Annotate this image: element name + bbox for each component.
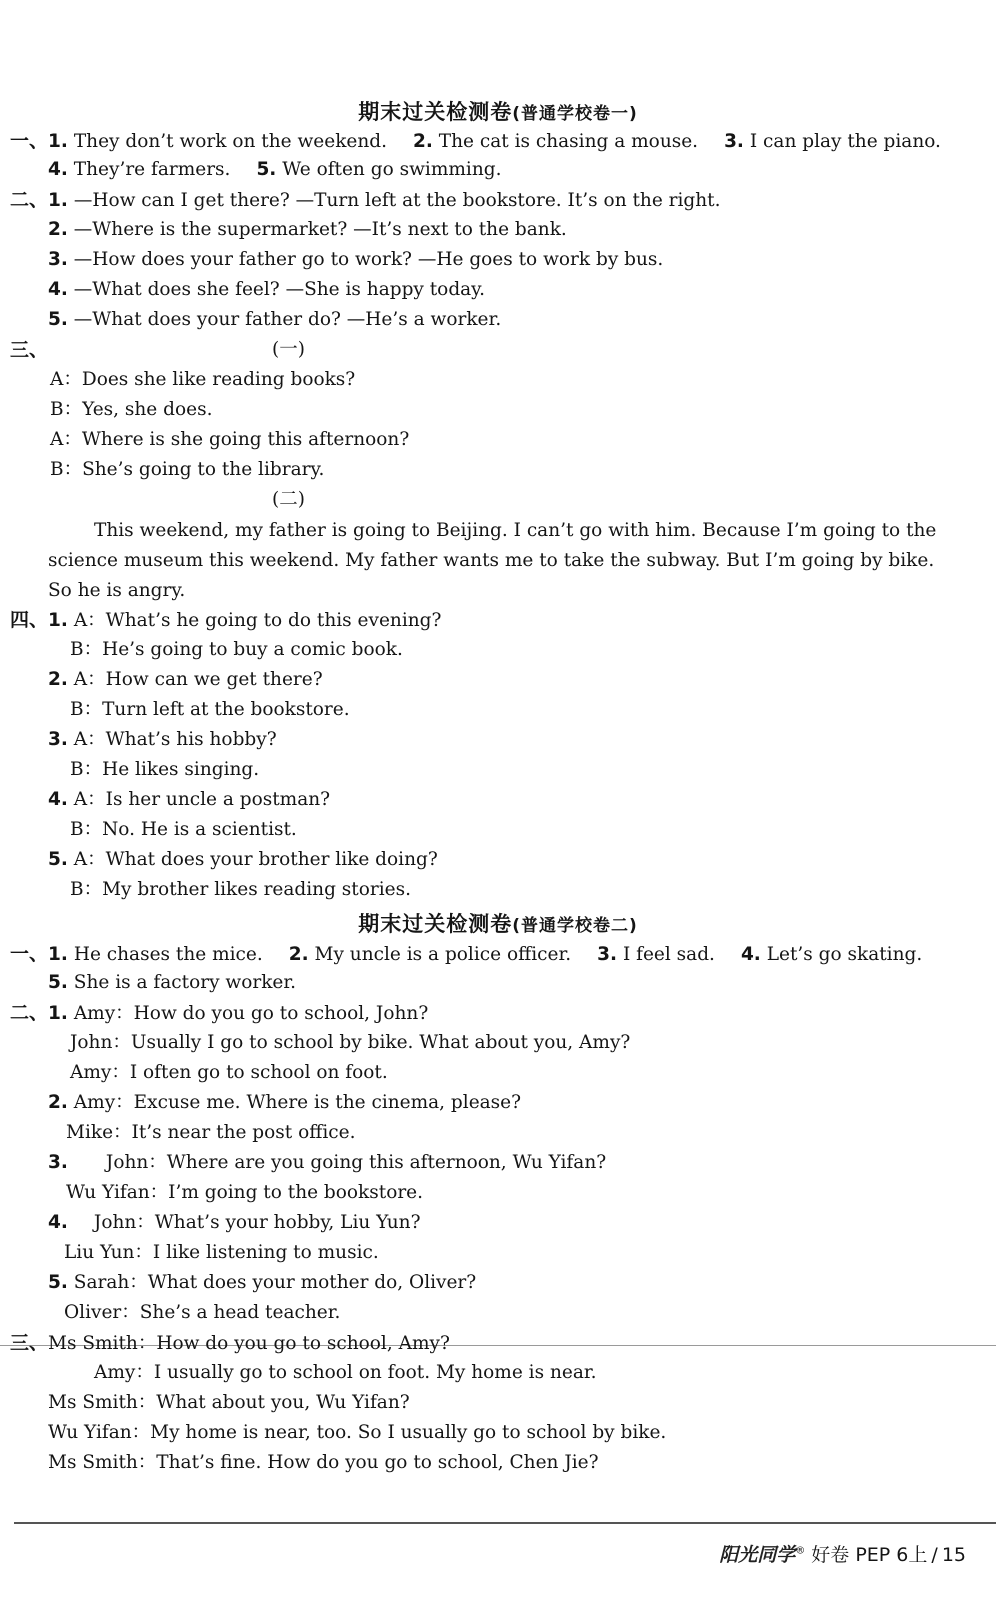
exam1-s2-item3: 3. —How does your father go to work? —He goes to work by bus.	[48, 249, 664, 270]
exam2-s3-d1: 三、Ms Smith：How do you go to school, Amy?	[10, 1332, 450, 1354]
exam2-s2-i3b: Wu Yifan：I’m going to the bookstore.	[66, 1182, 424, 1203]
exam2-s2-i3a: 3. John：Where are you going this afternoon, Wu Yifan?	[48, 1152, 607, 1173]
brand-logo: 阳光同学	[719, 1544, 796, 1566]
exam2-s2-i4b: Liu Yun：I like listening to music.	[64, 1242, 379, 1263]
book-name: 好卷	[811, 1544, 850, 1566]
exam1-s4-q2a: 2. A：How can we get there?	[48, 669, 323, 690]
exam2-s1-line1: 一、1. He chases the mice. 2. My uncle is a police officer. 3. I feel sad. 4. Let’s go skating.	[10, 943, 923, 965]
exam1-s3-passage-2: science museum this weekend. My father wants me to take the subway. But I’m going by bike.	[48, 550, 935, 571]
exam1-s3-passage-3: So he is angry.	[48, 580, 186, 601]
exam1-s3-dialogue-4: B：She’s going to the library.	[50, 459, 325, 480]
exam2-s3-d2: Amy：I usually go to school on foot. My home is near.	[94, 1362, 597, 1383]
exam1-s4-q3a: 3. A：What’s his hobby?	[48, 729, 277, 750]
exam1-s4-q5a: 5. A：What does your brother like doing?	[48, 849, 438, 870]
exam1-s2-item2: 2. —Where is the supermarket? —It’s next to the bank.	[48, 219, 567, 240]
exam1-s3-passage-1: This weekend, my father is going to Beijing. I can’t go with him. Because I’m going to the	[94, 520, 937, 541]
exam2-s2-i2a: 2. Amy：Excuse me. Where is the cinema, please?	[48, 1092, 522, 1113]
exam2-s3-d3: Ms Smith：What about you, Wu Yifan?	[48, 1392, 410, 1413]
exam1-s4-q4a: 4. A：Is her uncle a postman?	[48, 789, 331, 810]
exam2-s2-i5b: Oliver：She’s a head teacher.	[64, 1302, 341, 1323]
exam1-s3-dialogue-2: B：Yes, she does.	[50, 399, 213, 420]
exam2-s3-d4: Wu Yifan：My home is near, too. So I usually go to school by bike.	[48, 1422, 667, 1443]
exam1-s2-item1: 二、1. —How can I get there? —Turn left at the bookstore. It’s on the right.	[10, 189, 721, 211]
exam1-s3-label: 三、	[10, 339, 49, 361]
exam2-s1-line2: 5. She is a factory worker.	[48, 972, 297, 993]
exam1-s3-dialogue-3: A：Where is she going this afternoon?	[50, 429, 410, 450]
exam1-s3-part1: (一)	[272, 339, 305, 360]
exam1-s3-dialogue-1: A：Does she like reading books?	[50, 369, 356, 390]
exam1-s4-q5b: B：My brother likes reading stories.	[70, 879, 411, 900]
exam2-s2-i1c: Amy：I often go to school on foot.	[70, 1062, 388, 1083]
exam2-s2-i1b: John：Usually I go to school by bike. What about you, Amy?	[70, 1032, 631, 1053]
exam2-s2-i1a: 二、1. Amy：How do you go to school, John?	[10, 1002, 429, 1024]
exam1-s1-line1: 一、1. They don’t work on the weekend. 2. The cat is chasing a mouse. 3. I can play the piano.	[10, 130, 941, 152]
exam1-s2-item4: 4. —What does she feel? —She is happy today.	[48, 279, 486, 300]
page-footer: 阳光同学® 好卷 PEP 6上 / 15	[719, 1544, 966, 1566]
exam2-title: 期末过关检测卷(普通学校卷二)	[358, 912, 638, 936]
exam1-s4-q4b: B：No. He is a scientist.	[70, 819, 297, 840]
exam1-s2-item5: 5. —What does your father do? —He’s a worker.	[48, 309, 502, 330]
edition-label: PEP 6上	[855, 1544, 928, 1566]
exam2-s2-i2b: Mike：It’s near the post office.	[66, 1122, 356, 1143]
exam2-s2-i4a: 4. John：What’s your hobby, Liu Yun?	[48, 1212, 421, 1233]
exam1-s4-q2b: B：Turn left at the bookstore.	[70, 699, 350, 720]
exam2-s2-i5a: 5. Sarah：What does your mother do, Oliver?	[48, 1272, 477, 1293]
exam1-s4-q3b: B：He likes singing.	[70, 759, 260, 780]
exam1-s4-q1a: 四、1. A：What’s he going to do this evening?	[10, 609, 442, 631]
exam1-s4-q1b: B：He’s going to buy a comic book.	[70, 639, 403, 660]
exam1-title: 期末过关检测卷(普通学校卷一)	[358, 100, 638, 124]
footer-rule	[14, 1522, 996, 1524]
page-number: 15	[941, 1544, 966, 1566]
exam1-s3-part2: (二)	[272, 489, 305, 510]
exam1-s1-line2: 4. They’re farmers. 5. We often go swimming.	[48, 159, 502, 180]
exam2-s3-d5: Ms Smith：That’s fine. How do you go to school, Chen Jie?	[48, 1452, 599, 1473]
